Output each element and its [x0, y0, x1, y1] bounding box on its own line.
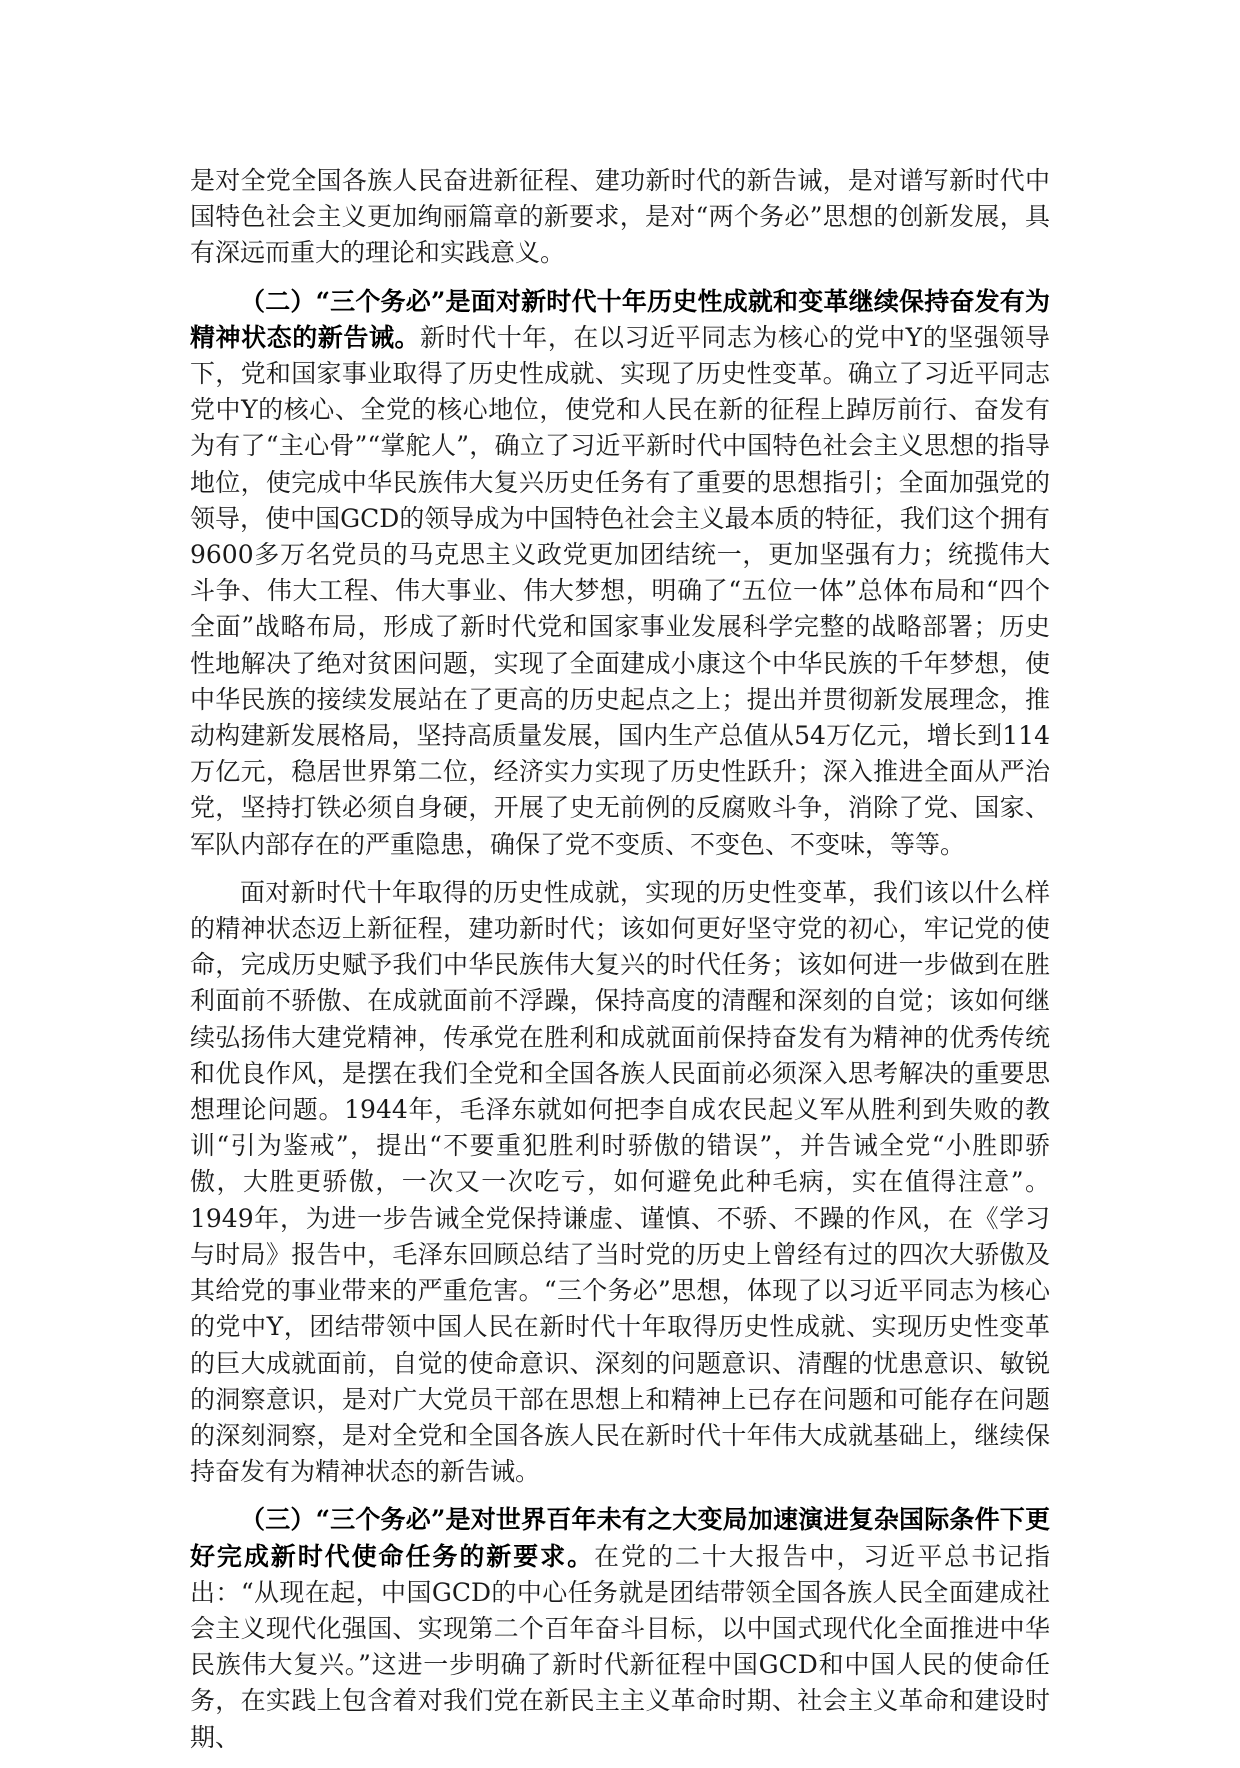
paragraph-lead: （三）“三个务必”是对世界百年未有之大变局加速演进复杂国际条件下更好完成新时代使命任务的新要求。 — [190, 1505, 1050, 1571]
paragraph-section-three — [190, 1502, 1050, 1755]
paragraph-text: 面对新时代十年取得的历史性成就，实现的历史性变革，我们该以什么样的精神状态迈上新征程，建功新时代；该如何更好坚守党的初心，牢记党的使命，完成历史赋予我们中华民族伟大复兴的时代任务；该如何进一步做到在胜利面前不骄傲、在成就面前不浮躁，保持高度的清醒和深刻的自觉；该如何继续弘扬伟大建党精神，传承党在胜利和成就面前保持奋发有为精神的优秀传统和优良作风，是摆在我们全党和全国各族人民面前必须深入思考解决的重要思想理论问题。1944年，毛泽东就如何把李自成农民起义军从胜利到失败的教训“引为鉴戒”，提出“不要重犯胜利时骄傲的错误”，并告诫全党“小胜即骄傲，大胜更骄傲，一次又一次吃亏，如何避免此种毛病，实在值得注意”。1949年，为进一步告诫全党保持谦虚、谨慎、不骄、不躁的作风，在《学习与时局》报告中，毛泽东回顾总结了当时党的历史上曾经有过的四次大骄傲及其给党的事业带来的严重危害。“三个务必”思想，体现了以习近平同志为核心的党中Y，团结带领中国人民在新时代十年取得历史性成就、实现历史性变革的巨大成就面前，自觉的使命意识、深刻的问题意识、清醒的忧患意识、敏锐的洞察意识，是对广大党员干部在思想上和精神上已存在问题和可能存在问题的深刻洞察，是对全党和全国各族人民在新时代十年伟大成就基础上，继续保持奋发有为精神状态的新告诫。 — [190, 877, 1050, 1487]
paragraph-history-reflection — [190, 875, 1050, 1490]
paragraph-section-two — [190, 284, 1050, 863]
paragraph-text: 在党的二十大报告中，习近平总书记指出：“从现在起，中国GCD的中心任务就是团结带领全国各族人民全面建成社会主义现代化强国、实现第二个百年奋斗目标，以中国式现代化全面推进中华民族伟大复兴。”这进一步明确了新时代新征程中国GCD和中国人民的使命任务，在实践上包含着对我们党在新民主主义革命时期、社会主义革命和建设时期、 — [190, 1541, 1050, 1752]
paragraph-continuation — [190, 163, 1050, 272]
paragraph-lead: （二）“三个务必”是面对新时代十年历史性成就和变革继续保持奋发有为精神状态的新告诫。 — [190, 286, 1050, 352]
paragraph-text: 新时代十年，在以习近平同志为核心的党中Y的坚强领导下，党和国家事业取得了历史性成就、实现了历史性变革。确立了习近平同志党中Y的核心、全党的核心地位，使党和人民在新的征程上踔厉前行、奋发有为有了“主心骨”“掌舵人”，确立了习近平新时代中国特色社会主义思想的指导地位，使完成中华民族伟大复兴历史任务有了重要的思想指引；全面加强党的领导，使中国GCD的领导成为中国特色社会主义最本质的特征，我们这个拥有9600多万名党员的马克思主义政党更加团结统一，更加坚强有力；统揽伟大斗争、伟大工程、伟大事业、伟大梦想，明确了“五位一体”总体布局和“四个全面”战略布局，形成了新时代党和国家事业发展科学完整的战略部署；历史性地解决了绝对贫困问题，实现了全面建成小康这个中华民族的千年梦想，使中华民族的接续发展站在了更高的历史起点之上；提出并贯彻新发展理念，推动构建新发展格局，坚持高质量发展，国内生产总值从54万亿元，增长到114万亿元，稳居世界第二位，经济实力实现了历史性跃升；深入推进全面从严治党，坚持打铁必须自身硬，开展了史无前例的反腐败斗争，消除了党、国家、军队内部存在的严重隐患，确保了党不变质、不变色、不变味，等等。 — [190, 322, 1050, 859]
document-body — [190, 163, 1050, 1768]
paragraph-text: 是对全党全国各族人民奋进新征程、建功新时代的新告诫，是对谱写新时代中国特色社会主义更加绚丽篇章的新要求，是对“两个务必”思想的创新发展，具有深远而重大的理论和实践意义。 — [190, 166, 1050, 268]
